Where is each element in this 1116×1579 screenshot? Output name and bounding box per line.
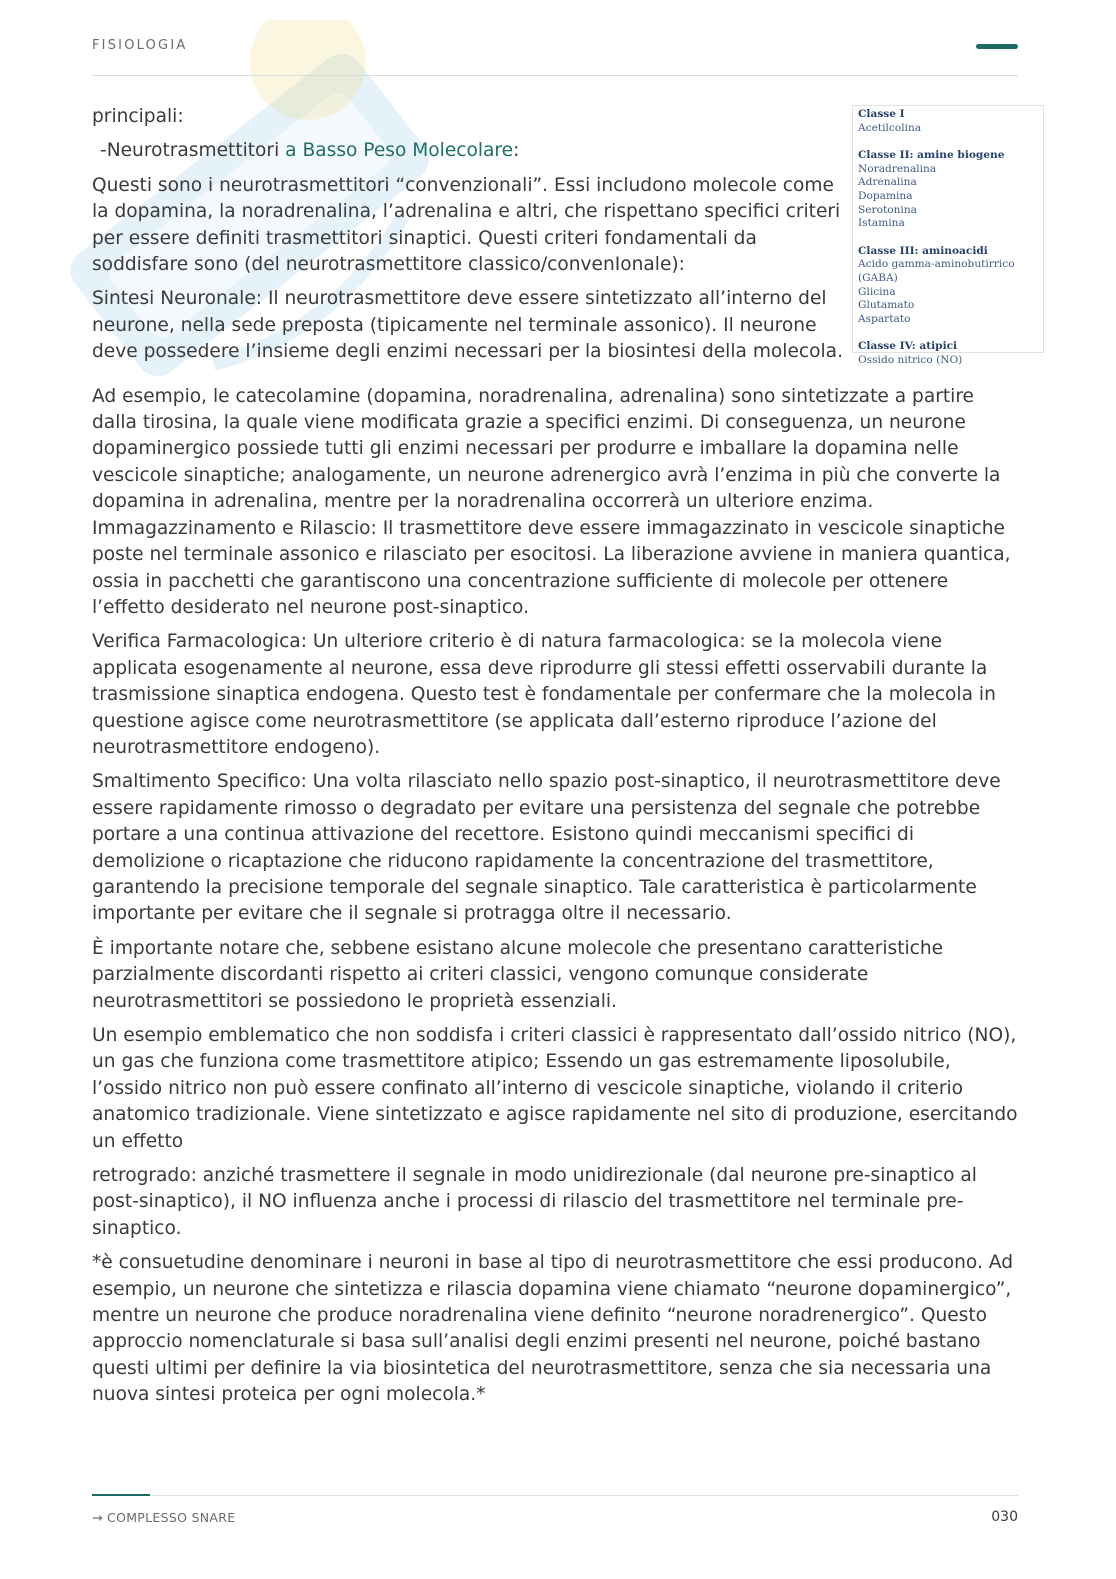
paragraph-nitric-oxide: Un esempio emblematico che non soddisfa i criteri classici è rappresentato dall’ossido nitrico (NO), un gas che funziona come trasmettitore atipico; Essendo un gas estremamente liposolubile, l’ossido nitrico non può essere confinato all’interno di vescicole sinaptiche, violando il criterio anatomico tradizionale. Viene sintetizzato e agisce rapidamente nel sito di produzione, esercitando un effetto (92, 1025, 1018, 1152)
lead-text: principali: (92, 106, 184, 127)
class-item: Glutamato (858, 299, 915, 312)
footer-divider (92, 1495, 1018, 1496)
class-group (858, 245, 1043, 327)
footer-nav-link[interactable]: → COMPLESSO SNARE (92, 1510, 236, 1525)
subheading-suffix: : (513, 140, 520, 162)
paragraph-retrograde: retrogrado: anziché trasmettere il segnale in modo unidirezionale (dal neurone pre-sinaptico al post-sinaptico), il NO influenza anche i processi di rilascio del trasmettitore nel terminale pre-sinaptico. (92, 1165, 977, 1239)
class-item: Aspartato (858, 312, 911, 325)
paragraph-catecholamines: Ad esempio, le catecolamine (dopamina, noradrenalina, adrenalina) sono sintetizzate a partire dalla tirosina, la quale viene modificata grazie a specifici enzimi. Di conseguenza, un neurone dopaminergico possiede tutti gli enzimi necessari per produrre e imballare la dopamina nelle vescicole sinaptiche; analogamente, un neurone adrenergico avrà l’enzima in più che converte la dopamina in adrenalina, mentre per la noradrenalina occorrerà un ulteriore enzima. Immagazzinamento e Rilascio: Il trasmettitore deve essere immagazzinato in vescicole sinaptiche poste nel terminale assonico e rilasciato per esocitosi. La liberazione avviene in maniera quantica, ossia in pacchetti che garantiscono una concentrazione sufficiente di molecole per ottenere l’effetto desiderato nel neurone post-sinaptico. (92, 385, 1011, 618)
subheading-prefix: -Neurotrasmettitori (100, 140, 286, 162)
class-group (858, 108, 1043, 135)
class-item: Acetilcolina (858, 121, 922, 134)
class-item: Dopamina (858, 189, 913, 202)
class-title: Classe IV: atipici (858, 340, 958, 353)
class-item: Noradrenalina (858, 162, 937, 175)
class-item: Istamina (858, 217, 905, 230)
class-item: Adrenalina (858, 176, 917, 189)
class-group (858, 340, 1043, 367)
neurotransmitter-class-table (852, 105, 1044, 366)
paragraph-pharmacology: Verifica Farmacologica: Un ulteriore criterio è di natura farmacologica: se la molecola viene applicata esogenamente al neurone, essa deve riprodurre gli stessi effetti osservabili durante la trasmissione sinaptica endogena. Questo test è fondamentale per confermare che la molecola in questione agisce come neurotrasmettitore (se applicata dall’esterno riproduce l’azione del neurotrasmettitore endogeno). (92, 631, 996, 758)
paragraph-nomenclature: *è consuetudine denominare i neuroni in base al tipo di neurotrasmettitore che essi producono. Ad esempio, un neurone che sintetizza e rilascia dopamina viene chiamato “neurone dopaminergico”, mentre un neurone che produce noradrenalina viene definito “neurone noradrenergico”. Questo approccio nomenclaturale si basa sull’analisi degli enzimi presenti nel neurone, poiché bastano questi ultimi per definire la via biosintetica del neurotrasmettitore, senza che sia necessaria una nuova sintesi proteica per ogni molecola.* (92, 1252, 1013, 1406)
subheading (100, 138, 852, 164)
class-title: Classe III: aminoacidi (858, 244, 988, 257)
subheading-highlight: a Basso Peso Molecolare (285, 140, 514, 162)
paragraph-synthesis: Sintesi Neuronale: Il neurotrasmettitore deve essere sintetizzato all’interno del neurone, nella sede preposta (tipicamente nel terminale assonico). Il neurone deve possedere l’insieme degli enzimi necessari per la biosintesi della molecola. (92, 288, 843, 363)
class-item: Glicina (858, 285, 896, 298)
class-title: Classe II: amine biogene (858, 149, 1005, 162)
paragraph-exceptions: È importante notare che, sebbene esistano alcune molecole che presentano caratteristiche parzialmente discordanti rispetto ai criteri classici, vengono comunque considerate neurotrasmettitori se possiedono le proprietà essenziali. (92, 937, 944, 1012)
header-accent-bar (976, 44, 1018, 49)
class-item: Serotonina (858, 203, 917, 216)
class-item: Ossido nitrico (NO) (858, 353, 963, 366)
paragraph-disposal: Smaltimento Specifico: Una volta rilasciato nello spazio post-sinaptico, il neurotrasmettitore deve essere rapidamente rimosso o degradato per evitare una persistenza del segnale che potrebbe portare a una continua attivazione del recettore. Esistono quindi meccanismi specifici di demolizione o ricaptazione che riducono rapidamente la concentrazione del trasmettitore, garantendo la precisione temporale del segnale sinaptico. Tale caratteristica è particolarmente importante per evitare che il segnale si protragga oltre il necessario. (92, 771, 1001, 925)
header-divider (92, 75, 1018, 76)
class-item: Acido gamma-aminobutirrico (GABA) (858, 258, 1015, 284)
class-group (858, 149, 1043, 231)
paragraph-conventional: Questi sono i neurotrasmettitori “convenzionali”. Essi includono molecole come la dopamina, la noradrenalina, l’adrenalina e altri, che rispettano specifici criteri per essere definiti trasmettitori sinaptici. Questi criteri fondamentali da soddisfare sono (del neurotrasmettitore classico/convenIonale): (92, 174, 841, 276)
page-number: 030 (991, 1509, 1018, 1525)
class-title: Classe I (858, 108, 905, 120)
footer-accent-bar (92, 1494, 150, 1496)
header-section-label: FISIOLOGIA (92, 38, 188, 53)
